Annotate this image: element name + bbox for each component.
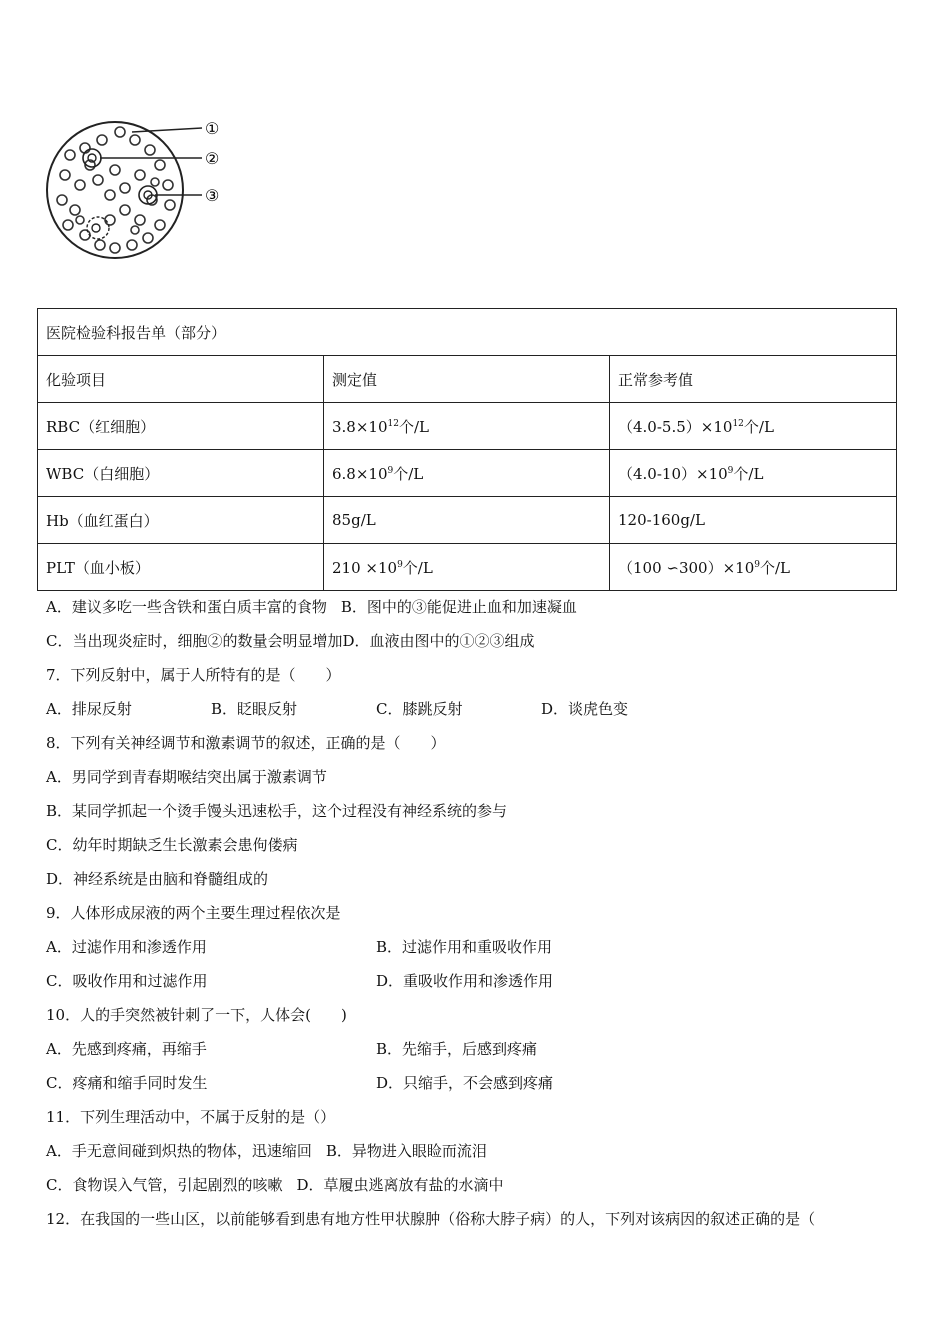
q10-row-cd xyxy=(46,1070,906,1104)
cell-item: WBC（白细胞） xyxy=(38,450,324,497)
label-1: ① xyxy=(205,119,220,138)
q6-row-cd xyxy=(46,628,906,662)
q6-option-b: B．图中的③能促进止血和加速凝血 xyxy=(340,598,577,616)
label-3: ③ xyxy=(205,186,220,205)
cell-reference: $(4.0-5.5)\times 10^{12}$个/L xyxy=(610,403,897,450)
q9-option-c: C．吸收作用和过滤作用 xyxy=(46,972,208,990)
q8-stem: 8．下列有关神经调节和激素调节的叙述，正确的是（ ） xyxy=(46,734,446,752)
blood-smear-figure xyxy=(40,110,240,280)
questions xyxy=(46,594,906,1240)
q11-stem: 11．下列生理活动中，不属于反射的是（） xyxy=(46,1108,336,1126)
cell-reference: $(4.0-10)\times 10^9$个/L xyxy=(610,450,897,497)
q8-option-a: A．男同学到青春期喉结突出属于激素调节 xyxy=(46,768,327,786)
table-row xyxy=(38,403,897,450)
q8-option-b: B．某同学抓起一个烫手馒头迅速松手，这个过程没有神经系统的参与 xyxy=(46,802,508,820)
table-row xyxy=(38,450,897,497)
q8-option-d: D．神经系统是由脑和脊髓组成的 xyxy=(46,870,269,888)
q9-row-ab xyxy=(46,934,906,968)
q11-option-a: A．手无意间碰到炽热的物体，迅速缩回 xyxy=(46,1142,312,1160)
q6-option-a: A．建议多吃一些含铁和蛋白质丰富的食物 xyxy=(46,598,327,616)
q9-option-a: A．过滤作用和渗透作用 xyxy=(46,938,207,956)
q11-row-ab xyxy=(46,1138,906,1172)
q6-row-ab xyxy=(46,594,906,628)
q6-option-d: D．血液由图中的①②③组成 xyxy=(342,632,535,650)
q7-option-c: C．膝跳反射 xyxy=(376,700,463,718)
q10-stem: 10．人的手突然被针刺了一下，人体会( ) xyxy=(46,1006,347,1024)
cell-item: Hb（血红蛋白） xyxy=(38,497,324,544)
header-reference: 正常参考值 xyxy=(610,356,897,403)
cell-value: $3.8\times 10^{12}$个/L xyxy=(324,403,610,450)
q10-option-b: B．先缩手，后感到疼痛 xyxy=(376,1040,538,1058)
q9-option-d: D．重吸收作用和渗透作用 xyxy=(376,972,554,990)
q11-option-c: C．食物误入气管，引起剧烈的咳嗽 xyxy=(46,1176,283,1194)
q12-stem: 12．在我国的一些山区，以前能够看到患有地方性甲状腺肿（俗称大脖子病）的人，下列对该病因的叙述正确的是（ xyxy=(46,1210,816,1228)
label-2: ② xyxy=(205,149,220,168)
header-item: 化验项目 xyxy=(38,356,324,403)
table-row xyxy=(38,544,897,591)
cell-value: 85g/L xyxy=(324,497,610,544)
q8-option-c: C．幼年时期缺乏生长激素会患佝偻病 xyxy=(46,836,298,854)
cell-reference: 120-160g/L xyxy=(610,497,897,544)
q6-option-c: C．当出现炎症时，细胞②的数量会明显增加 xyxy=(46,632,343,650)
q10-option-d: D．只缩手，不会感到疼痛 xyxy=(376,1074,554,1092)
cell-item: PLT（血小板） xyxy=(38,544,324,591)
header-value: 测定值 xyxy=(324,356,610,403)
q7-stem: 7．下列反射中，属于人所特有的是（ ） xyxy=(46,666,341,684)
cell-reference: （100 $∽300)\times 10^9$个/L xyxy=(610,544,897,591)
lab-report-table xyxy=(37,308,897,591)
q7-options xyxy=(46,696,906,730)
table-row xyxy=(38,497,897,544)
q10-option-a: A．先感到疼痛，再缩手 xyxy=(46,1040,207,1058)
blood-smear-diagram xyxy=(40,110,240,280)
table-title: 医院检验科报告单（部分） xyxy=(38,309,897,356)
cell-value: $6.8\times 10^9$个/L xyxy=(324,450,610,497)
q9-row-cd xyxy=(46,968,906,1002)
q7-option-a: A．排尿反射 xyxy=(46,700,132,718)
q7-option-b: B．眨眼反射 xyxy=(211,700,298,718)
q10-row-ab xyxy=(46,1036,906,1070)
q11-option-d: D．草履虫逃离放有盐的水滴中 xyxy=(296,1176,504,1194)
q11-option-b: B．异物进入眼睑而流泪 xyxy=(325,1142,487,1160)
q7-option-d: D．谈虎色变 xyxy=(541,700,629,718)
table-title-row xyxy=(38,309,897,356)
q11-row-cd xyxy=(46,1172,906,1206)
q9-option-b: B．过滤作用和重吸收作用 xyxy=(376,938,553,956)
q9-stem: 9．人体形成尿液的两个主要生理过程依次是 xyxy=(46,904,341,922)
q10-option-c: C．疼痛和缩手同时发生 xyxy=(46,1074,208,1092)
table-header-row xyxy=(38,356,897,403)
cell-value: $210 \times 10^9$个/L xyxy=(324,544,610,591)
cell-item: RBC（红细胞） xyxy=(38,403,324,450)
